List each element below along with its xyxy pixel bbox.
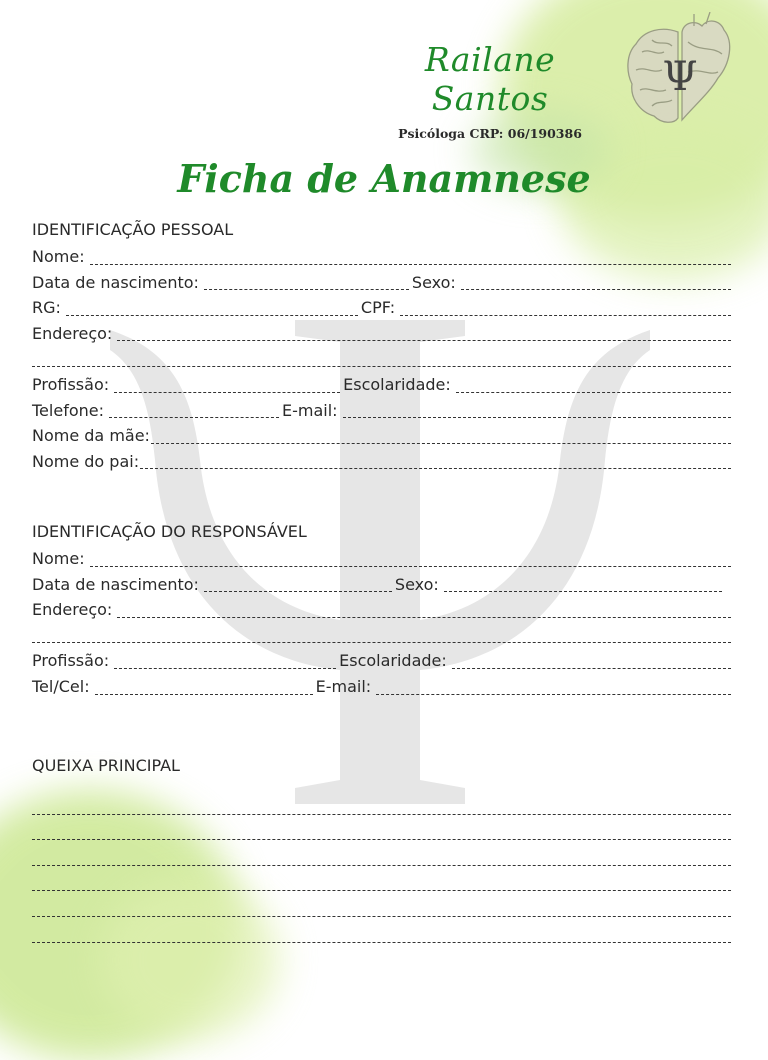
complaint-line xyxy=(32,871,734,897)
guardian-name-row xyxy=(32,546,734,572)
complaint-field[interactable] xyxy=(32,865,731,866)
birth-field[interactable] xyxy=(204,289,409,290)
mother-label: Nome da mãe: xyxy=(32,426,150,446)
sex-field[interactable] xyxy=(461,289,731,290)
guardian-profession-label: Profissão: xyxy=(32,651,110,671)
guardian-birth-field[interactable] xyxy=(204,591,392,592)
page-title: Ficha de Anamnese xyxy=(177,156,591,201)
section-heading: IDENTIFICAÇÃO DO RESPONSÁVEL xyxy=(32,522,307,541)
birth-sex-row xyxy=(32,270,734,296)
brand-block xyxy=(380,40,600,141)
complaint-field[interactable] xyxy=(32,839,731,840)
email-label: E-mail: xyxy=(281,400,338,420)
guardian-name-field[interactable] xyxy=(90,566,731,567)
father-field[interactable] xyxy=(140,468,731,469)
guardian-address-label: Endereço: xyxy=(32,600,113,620)
profession-field[interactable] xyxy=(114,392,340,393)
brand-subtitle: Psicóloga CRP: 06/190386 xyxy=(398,126,582,141)
complaint-field[interactable] xyxy=(32,942,731,943)
guardian-address-row-2 xyxy=(32,623,734,649)
mother-row xyxy=(32,423,734,449)
guardian-sex-field[interactable] xyxy=(444,591,722,592)
complaint-line xyxy=(32,820,734,846)
complaint-field[interactable] xyxy=(32,916,731,917)
rg-label: RG: xyxy=(32,298,61,318)
name-field[interactable] xyxy=(90,264,731,265)
guardian-profession-field[interactable] xyxy=(114,668,336,669)
cpf-label: CPF: xyxy=(360,298,396,318)
father-label: Nome do pai: xyxy=(32,451,140,471)
phone-email-row xyxy=(32,398,734,424)
guardian-address-field[interactable] xyxy=(117,617,731,618)
father-row xyxy=(32,449,734,475)
address-field[interactable] xyxy=(117,340,731,341)
guardian-profession-row xyxy=(32,648,734,674)
section-personal xyxy=(32,218,734,474)
guardian-email-label: E-mail: xyxy=(315,676,372,696)
sex-label: Sexo: xyxy=(411,272,456,292)
address-field-2[interactable] xyxy=(32,366,731,367)
brand-name: Railane Santos xyxy=(424,40,556,118)
svg-text:Ψ: Ψ xyxy=(662,54,698,100)
rg-field[interactable] xyxy=(66,315,358,316)
guardian-address-row xyxy=(32,597,734,623)
guardian-birth-label: Data de nascimento: xyxy=(32,574,199,594)
section-heading: IDENTIFICAÇÃO PESSOAL xyxy=(32,220,234,239)
complaint-line xyxy=(32,794,734,820)
section-guardian xyxy=(32,520,734,700)
schooling-label: Escolaridade: xyxy=(343,374,451,394)
guardian-email-field[interactable] xyxy=(376,694,731,695)
profession-row xyxy=(32,372,734,398)
section-complaint xyxy=(32,754,734,948)
email-field[interactable] xyxy=(343,417,731,418)
complaint-field[interactable] xyxy=(32,814,731,815)
name-row xyxy=(32,244,734,270)
complaint-field[interactable] xyxy=(32,890,731,891)
phone-field[interactable] xyxy=(109,417,279,418)
complaint-line xyxy=(32,922,734,948)
guardian-birth-sex-row xyxy=(32,572,734,598)
brain-heart-psi-icon xyxy=(622,12,738,136)
guardian-phone-label: Tel/Cel: xyxy=(32,676,90,696)
address-row-2 xyxy=(32,346,734,372)
complaint-line xyxy=(32,896,734,922)
guardian-phone-email-row xyxy=(32,674,734,700)
cpf-field[interactable] xyxy=(400,315,731,316)
address-label: Endereço: xyxy=(32,323,113,343)
profession-label: Profissão: xyxy=(32,374,110,394)
schooling-field[interactable] xyxy=(456,392,731,393)
complaint-line xyxy=(32,845,734,871)
phone-label: Telefone: xyxy=(32,400,104,420)
guardian-sex-label: Sexo: xyxy=(394,574,439,594)
guardian-schooling-label: Escolaridade: xyxy=(339,651,447,671)
mother-field[interactable] xyxy=(151,443,731,444)
guardian-name-label: Nome: xyxy=(32,549,85,568)
name-label: Nome: xyxy=(32,247,85,266)
rg-cpf-row xyxy=(32,295,734,321)
guardian-schooling-field[interactable] xyxy=(452,668,731,669)
guardian-phone-field[interactable] xyxy=(95,694,313,695)
section-heading: QUEIXA PRINCIPAL xyxy=(32,756,180,775)
address-row xyxy=(32,321,734,347)
birth-label: Data de nascimento: xyxy=(32,272,199,292)
guardian-address-field-2[interactable] xyxy=(32,642,731,643)
